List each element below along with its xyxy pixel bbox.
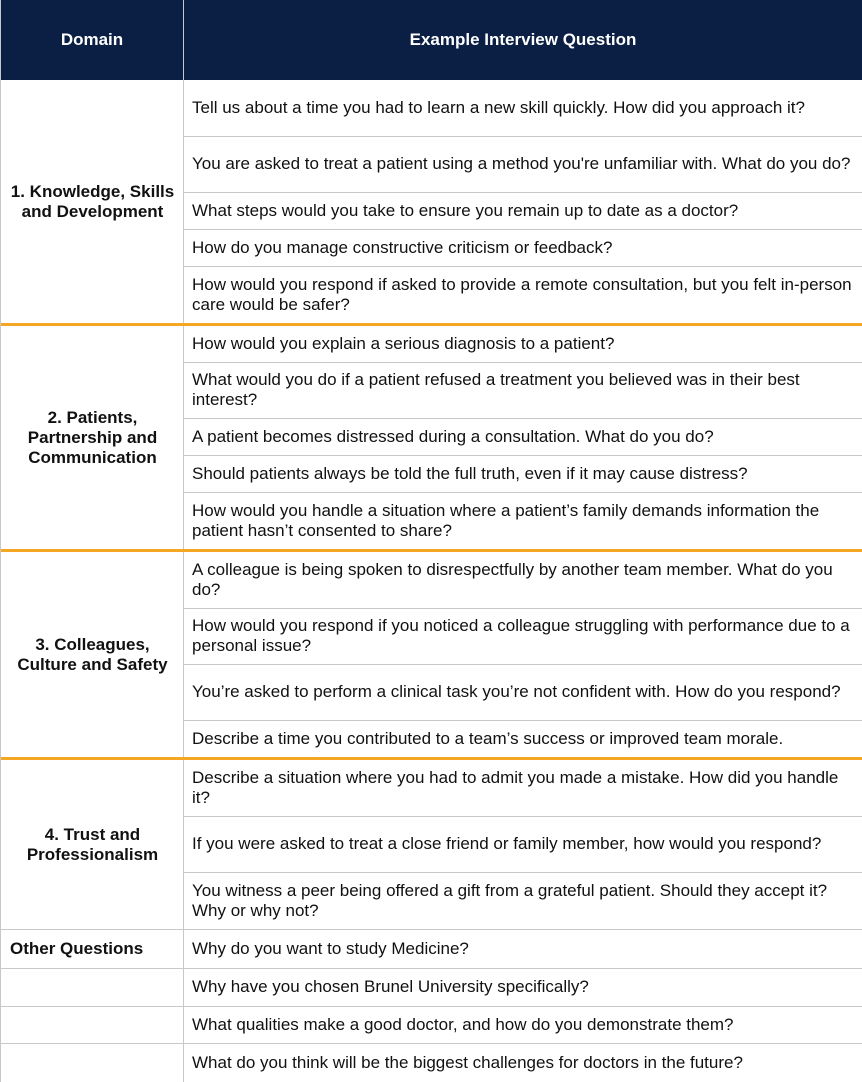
question-cell: Why do you want to study Medicine? [192,939,469,958]
section-divider [1,549,862,552]
header-question: Example Interview Question [409,30,637,49]
table-header [1,0,862,80]
question-cell: You witness a peer being offered a gift from a grateful patient. Should they accept it? Why or why not? [192,880,828,920]
question-cell: What would you do if a patient refused a treatment you believed was in their best interest? [192,370,800,409]
question-cell: How would you respond if you noticed a colleague struggling with performance due to a personal issue? [192,616,850,655]
question-cell: How would you handle a situation where a patient’s family demands information the patient hasn’t consented to share? [192,500,820,540]
question-cell: How would you explain a serious diagnosis to a patient? [192,334,615,353]
question-cell: What qualities make a good doctor, and how do you demonstrate them? [192,1014,734,1034]
question-cell: Why have you chosen Brunel University specifically? [192,977,589,996]
question-cell: If you were asked to treat a close friend or family member, how would you respond? [192,834,822,853]
question-cell: Tell us about a time you had to learn a new skill quickly. How did you approach it? [192,98,805,117]
question-cell: A colleague is being spoken to disrespectfully by another team member. What do you do? [192,560,833,599]
section-divider [1,323,862,326]
question-cell: How do you manage constructive criticism or feedback? [192,237,613,257]
header-domain: Domain [60,30,124,49]
other-questions-label: Other Questions [10,939,144,958]
column-divider [183,930,184,968]
question-cell: You’re asked to perform a clinical task you’re not confident with. How do you respond? [192,682,841,701]
domain-label: 2. Patients, Partnership and Communication [27,407,158,467]
section-divider [1,757,862,760]
question-cell: What steps would you take to ensure you remain up to date as a doctor? [192,200,739,220]
column-divider [183,1043,184,1082]
question-cell: Describe a time you contributed to a team’s success or improved team morale. [192,728,784,748]
domain-label: 4. Trust and Professionalism [26,824,159,864]
column-divider [183,1006,184,1043]
column-divider [183,968,184,1006]
question-cell: You are asked to treat a patient using a method you're unfamiliar with. What do you do? [192,154,851,173]
question-cell: How would you respond if asked to provide a remote consultation, but you felt in-person care would be safer? [192,274,852,314]
domain-label: 3. Colleagues, Culture and Safety [17,634,168,674]
question-cell: Describe a situation where you had to admit you made a mistake. How did you handle it? [192,768,839,807]
domain-label: 1. Knowledge, Skills and Development [10,181,175,221]
question-cell: A patient becomes distressed during a consultation. What do you do? [192,426,714,446]
question-cell: Should patients always be told the full truth, even if it may cause distress? [192,463,748,483]
question-cell: What do you think will be the biggest challenges for doctors in the future? [192,1052,743,1072]
